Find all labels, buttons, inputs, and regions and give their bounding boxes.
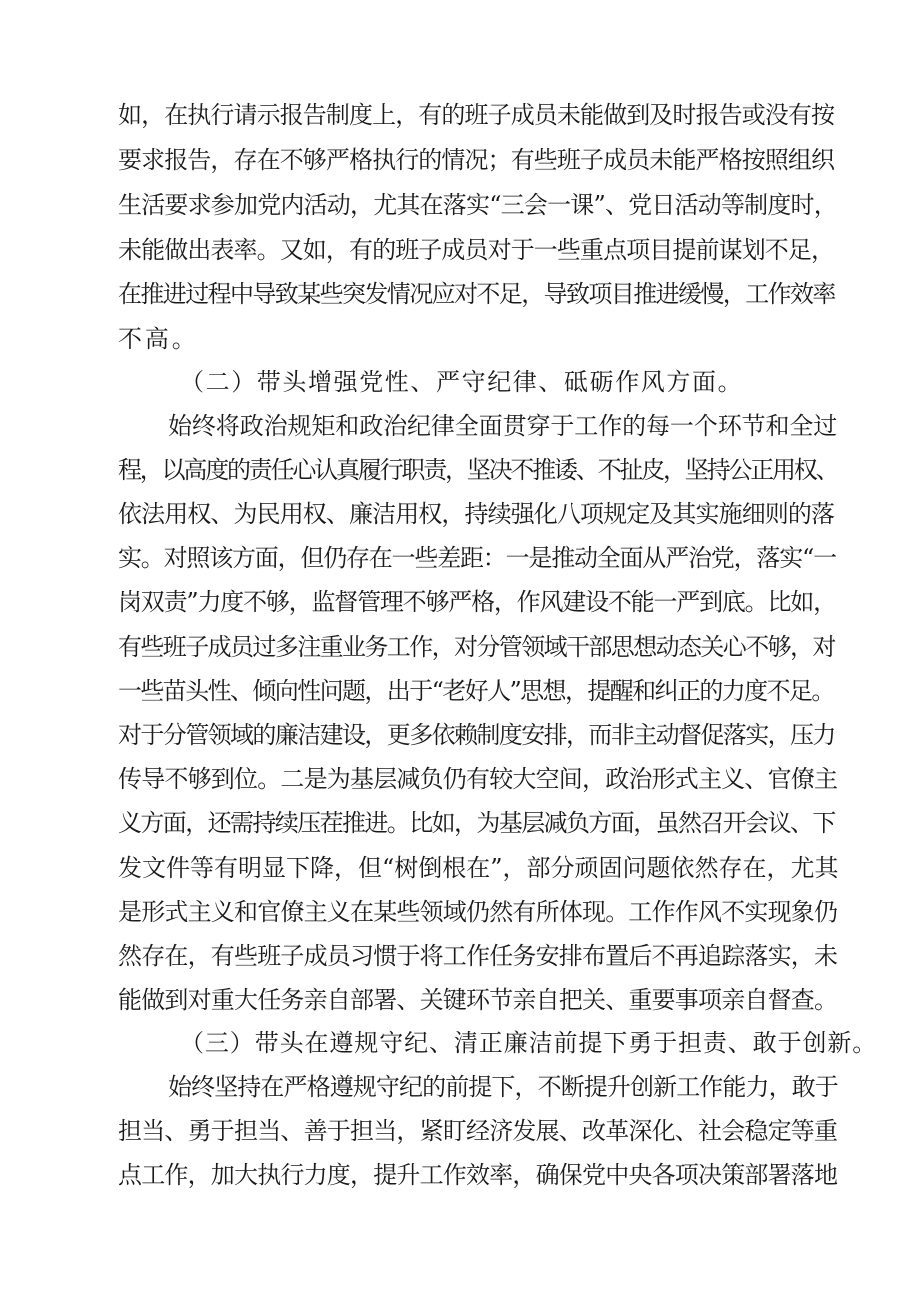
section-heading: （三）带头在遵规守纪、清正廉洁前提下勇于担责、敢于创新。: [180, 1029, 878, 1057]
paragraph-line: 发文件等有明显下降，但“树倒根在”，部分顽固问题依然存在，尤其: [118, 854, 839, 882]
paragraph-line: 能做到对重大任务亲自部署、关键环节亲自把关、重要事项亲自督查。: [118, 986, 838, 1014]
paragraph-line: 要求报告，存在不够严格执行的情况；有些班子成员未能严格按照组织: [118, 146, 835, 174]
paragraph-line: 岗双责”力度不够，监督管理不够严格，作风建设不能一严到底。比如，: [118, 588, 836, 616]
paragraph-line: 生活要求参加党内活动，尤其在落实“三会一课”、党日活动等制度时，: [118, 191, 837, 219]
paragraph-line: 点工作，加大执行力度，提升工作效率，确保党中央各项决策部署落地: [118, 1161, 838, 1189]
paragraph-line: 传导不够到位。二是为基层减负仍有较大空间，政治形式主义、官僚主: [118, 765, 838, 793]
paragraph-line: 一些苗头性、倾向性问题，出于“老好人”思想，提醒和纠正的力度不足。: [118, 677, 834, 705]
paragraph-line: 实。对照该方面，但仍存在一些差距：一是推动全面从严治党，落实“一: [118, 544, 836, 572]
paragraph-line: 如，在执行请示报告制度上，有的班子成员未能做到及时报告或没有按: [118, 101, 835, 129]
paragraph-line: 在推进过程中导致某些突发情况应对不足，导致项目推进缓慢，工作效率: [118, 280, 835, 308]
paragraph-line: 依法用权、为民用权、廉洁用权，持续强化八项规定及其实施细则的落: [118, 500, 835, 528]
section-heading: （二）带头增强党性、严守纪律、砥砺作风方面。: [180, 368, 744, 396]
paragraph-line: 有些班子成员过多注重业务工作，对分管领域干部思想动态关心不够，对: [118, 633, 835, 661]
paragraph-line: 担当、勇于担当、善于担当，紧盯经济发展、改革深化、社会稳定等重: [118, 1117, 838, 1145]
paragraph-line: 始终将政治规矩和政治纪律全面贯穿于工作的每一个环节和全过: [168, 412, 838, 440]
paragraph-line: 义方面，还需持续压茬推进。比如，为基层减负方面，虽然召开会议、下: [118, 809, 835, 837]
paragraph-line: 然存在，有些班子成员习惯于将工作任务安排布置后不再追踪落实，未: [118, 942, 838, 970]
paragraph-line: 不高。: [118, 325, 199, 353]
paragraph-line: 未能做出表率。又如，有的班子成员对于一些重点项目提前谋划不足，: [118, 236, 835, 264]
paragraph-line: 对于分管领域的廉洁建设，更多依赖制度安排，而非主动督促落实，压力: [118, 721, 835, 749]
paragraph-line: 是形式主义和官僚主义在某些领域仍然有所体现。工作作风不实现象仍: [118, 898, 838, 926]
paragraph-line: 程，以高度的责任心认真履行职责，坚决不推诿、不扯皮，坚持公正用权、: [118, 456, 838, 484]
paragraph-line: 始终坚持在严格遵规守纪的前提下，不断提升创新工作能力，敢于: [168, 1073, 838, 1101]
